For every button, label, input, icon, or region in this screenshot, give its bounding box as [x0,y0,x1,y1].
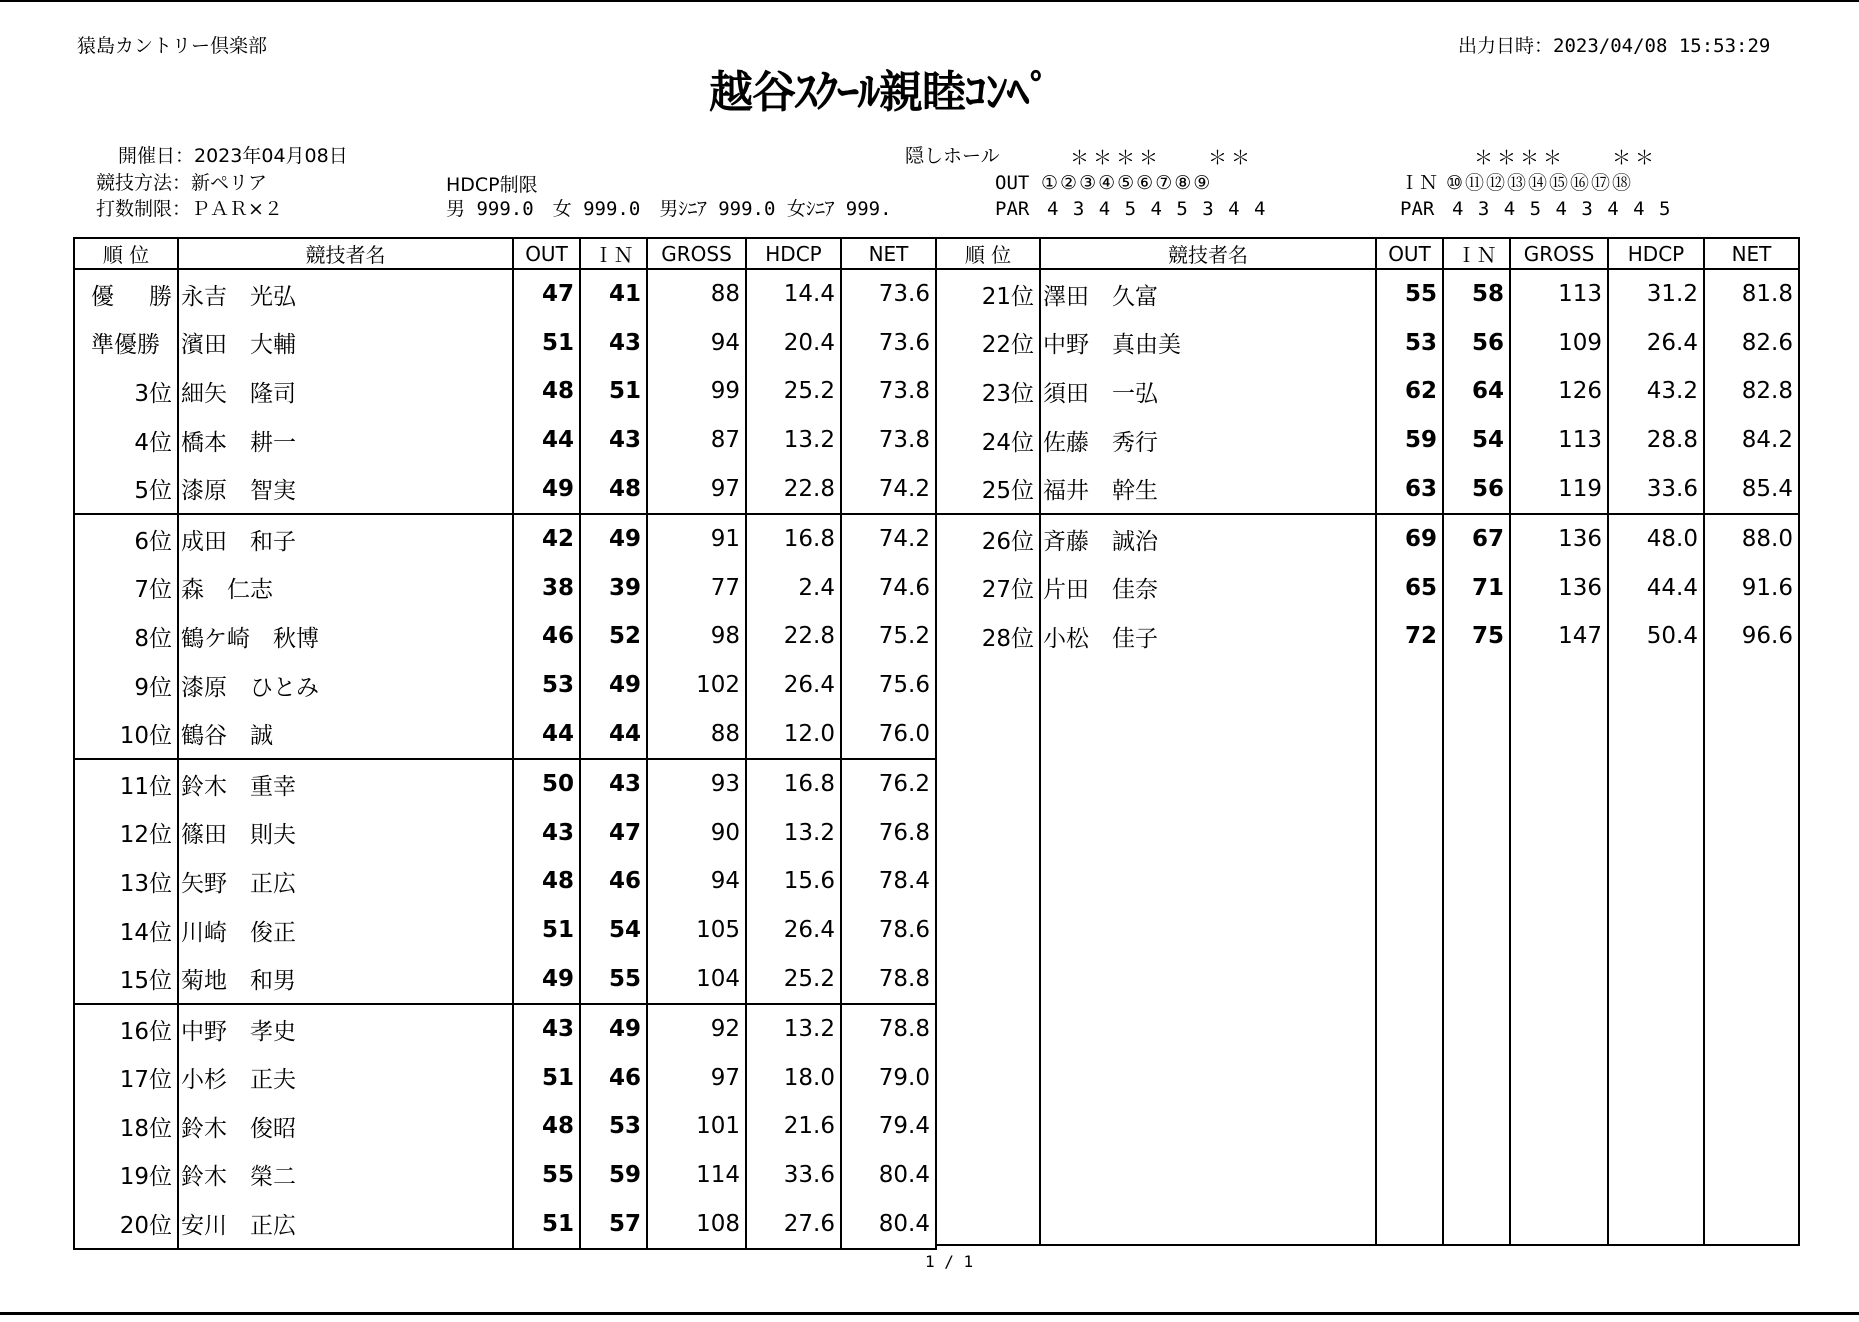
cell-hdcp: 16.8 [746,514,841,564]
cell-hdcp: 21.6 [746,1102,841,1151]
cell-in: 59 [580,1151,647,1200]
cell-out: 50 [513,759,580,809]
output-datetime-label [1458,31,1770,58]
cell-name: 福井 幹生 [1040,464,1376,514]
table-row [74,319,936,368]
cell-out: 49 [513,954,580,1004]
col-name-header: 競技者名 [1040,238,1376,269]
cell-in: 53 [580,1102,647,1151]
cell-rank: 10位 [74,709,178,759]
cell-net: 76.2 [841,759,936,809]
cell-out: 51 [513,1054,580,1103]
cell-name: 川崎 俊正 [178,906,513,955]
cell-in: 47 [580,809,647,858]
cell-rank: 20位 [74,1199,178,1249]
cell-hdcp: 13.2 [746,1004,841,1054]
cell-gross: 102 [647,661,746,710]
hidden-holes-label: 隠しホール [905,145,1000,167]
cell-gross: 88 [647,709,746,759]
cell-in: 43 [580,416,647,465]
cell-hdcp: 22.8 [746,464,841,514]
cell-hdcp: 13.2 [746,416,841,465]
cell-out: 62 [1376,367,1443,416]
cell-rank: 17位 [74,1054,178,1103]
cell-rank: 優 勝 [74,269,178,319]
cell-net: 73.8 [841,367,936,416]
cell-name: 細矢 隆司 [178,367,513,416]
results-table-left [73,237,937,1250]
cell-rank: 26位 [936,514,1040,564]
cell-rank: 5位 [74,464,178,514]
cell-gross: 101 [647,1102,746,1151]
cell-in: 54 [1443,416,1510,465]
cell-hdcp: 25.2 [746,367,841,416]
cell-net: 78.8 [841,1004,936,1054]
club-name: 猿島カントリー倶楽部 [77,35,268,57]
col-gross-header: GROSS [647,238,746,269]
table-row [74,1102,936,1151]
cell-net: 73.6 [841,319,936,368]
cell-gross: 99 [647,367,746,416]
cell-hdcp: 48.0 [1608,514,1704,564]
table-row [74,564,936,613]
cell-in: 56 [1443,319,1510,368]
cell-in: 46 [580,857,647,906]
cell-rank: 27位 [936,564,1040,613]
cell-in: 44 [580,709,647,759]
cell-name: 佐藤 秀行 [1040,416,1376,465]
cell-in: 46 [580,1054,647,1103]
empty-cell [1443,661,1510,1245]
table-row [936,269,1799,319]
cell-name: 篠田 則夫 [178,809,513,858]
cell-hdcp: 28.8 [1608,416,1704,465]
out-par-values: 4 3 4 5 4 5 3 4 4 [1047,198,1266,220]
cell-hdcp: 31.2 [1608,269,1704,319]
table-row [936,464,1799,514]
page-title: 越谷ｽｸｰﾙ親睦ｺﾝﾍﾟ [709,67,1050,118]
cell-rank: 16位 [74,1004,178,1054]
cell-gross: 109 [1510,319,1608,368]
cell-hdcp: 44.4 [1608,564,1704,613]
cell-out: 46 [513,612,580,661]
output-datetime: 2023/04/08 15:53:29 [1553,35,1771,57]
table-row [74,906,936,955]
empty-filler-row [936,661,1799,1245]
cell-hdcp: 14.4 [746,269,841,319]
cell-hdcp: 25.2 [746,954,841,1004]
table-row [936,564,1799,613]
cell-out: 63 [1376,464,1443,514]
results-table-right [935,237,1800,1246]
cell-in: 48 [580,464,647,514]
cell-rank: 21位 [936,269,1040,319]
cell-hdcp: 26.4 [1608,319,1704,368]
empty-cell [1608,661,1704,1245]
table-header-row [74,238,936,269]
cell-name: 鈴木 俊昭 [178,1102,513,1151]
cell-net: 79.4 [841,1102,936,1151]
cell-out: 48 [513,367,580,416]
cell-out: 44 [513,709,580,759]
cell-name: 漆原 智実 [178,464,513,514]
cell-gross: 88 [647,269,746,319]
out-label: OUT [995,172,1030,194]
in-par-values: 4 3 4 5 4 3 4 4 5 [1452,198,1671,220]
cell-rank: 7位 [74,564,178,613]
cell-out: 51 [513,319,580,368]
cell-net: 78.6 [841,906,936,955]
cell-gross: 90 [647,809,746,858]
cell-gross: 126 [1510,367,1608,416]
cell-in: 43 [580,319,647,368]
cell-net: 84.2 [1704,416,1799,465]
col-out-header: OUT [1376,238,1443,269]
cell-net: 91.6 [1704,564,1799,613]
cell-gross: 91 [647,514,746,564]
cell-hdcp: 50.4 [1608,612,1704,661]
cell-name: 斉藤 誠治 [1040,514,1376,564]
cell-gross: 119 [1510,464,1608,514]
cell-hdcp: 26.4 [746,661,841,710]
cell-hdcp: 27.6 [746,1199,841,1249]
cell-hdcp: 18.0 [746,1054,841,1103]
cell-name: 片田 佳奈 [1040,564,1376,613]
cell-name: 菊地 和男 [178,954,513,1004]
cell-hdcp: 16.8 [746,759,841,809]
cell-out: 44 [513,416,580,465]
cell-rank: 25位 [936,464,1040,514]
cell-net: 96.6 [1704,612,1799,661]
table-row [74,857,936,906]
cell-name: 安川 正広 [178,1199,513,1249]
cell-net: 74.6 [841,564,936,613]
cell-name: 橋本 耕一 [178,416,513,465]
cell-net: 78.4 [841,857,936,906]
cell-gross: 77 [647,564,746,613]
cell-net: 74.2 [841,464,936,514]
cell-rank: 18位 [74,1102,178,1151]
cell-out: 48 [513,1102,580,1151]
cell-in: 71 [1443,564,1510,613]
cell-out: 43 [513,809,580,858]
cell-name: 森 仁志 [178,564,513,613]
cell-net: 76.8 [841,809,936,858]
cell-gross: 104 [647,954,746,1004]
col-name-header: 競技者名 [178,238,513,269]
table-row [74,464,936,514]
cell-rank: 14位 [74,906,178,955]
hdcp-limit-values: 男 999.0 女 999.0 男ｼﾆｱ 999.0 女ｼﾆｱ 999. [446,198,892,220]
cell-net: 73.8 [841,416,936,465]
event-date: 開催日：2023年04月08日 [118,145,348,167]
empty-cell [1510,661,1608,1245]
cell-net: 82.8 [1704,367,1799,416]
cell-name: 永吉 光弘 [178,269,513,319]
table-row [74,416,936,465]
page-number: 1 / 1 [925,1252,974,1271]
cell-gross: 98 [647,612,746,661]
page-bottom-border [0,1312,1859,1315]
cell-hdcp: 15.6 [746,857,841,906]
cell-out: 65 [1376,564,1443,613]
cell-out: 51 [513,906,580,955]
cell-net: 75.2 [841,612,936,661]
cell-gross: 87 [647,416,746,465]
cell-gross: 136 [1510,514,1608,564]
empty-cell [936,661,1040,1245]
in-label: ＩＮ [1400,172,1439,194]
cell-hdcp: 13.2 [746,809,841,858]
cell-rank: 8位 [74,612,178,661]
cell-rank: 9位 [74,661,178,710]
cell-name: 鈴木 榮二 [178,1151,513,1200]
cell-gross: 94 [647,857,746,906]
out-hidden-marks: ＊＊＊＊ ＊＊ [1070,147,1255,169]
stroke-limit: 打数制限：ＰＡＲ×２ [96,198,283,220]
cell-out: 49 [513,464,580,514]
empty-cell [1376,661,1443,1245]
output-label: 出力日時： [1458,35,1554,57]
cell-in: 49 [580,514,647,564]
cell-hdcp: 33.6 [1608,464,1704,514]
col-net-header: NET [841,238,936,269]
cell-out: 43 [513,1004,580,1054]
cell-in: 41 [580,269,647,319]
competition-method: 競技方法：新ペリア [96,172,268,194]
cell-name: 中野 孝史 [178,1004,513,1054]
col-in-header: ＩＮ [1443,238,1510,269]
cell-gross: 94 [647,319,746,368]
cell-name: 漆原 ひとみ [178,661,513,710]
cell-name: 鈴木 重幸 [178,759,513,809]
cell-gross: 114 [647,1151,746,1200]
table-row [74,1199,936,1249]
cell-gross: 92 [647,1004,746,1054]
table-row [74,661,936,710]
cell-net: 76.0 [841,709,936,759]
out-hole-numbers: ①②③④⑤⑥⑦⑧⑨ [1041,172,1213,194]
cell-out: 59 [1376,416,1443,465]
cell-gross: 105 [647,906,746,955]
cell-out: 69 [1376,514,1443,564]
table-row [936,416,1799,465]
cell-in: 43 [580,759,647,809]
cell-rank: 28位 [936,612,1040,661]
cell-name: 矢野 正広 [178,857,513,906]
cell-out: 47 [513,269,580,319]
cell-net: 74.2 [841,514,936,564]
table-row [74,954,936,1004]
cell-net: 80.4 [841,1199,936,1249]
col-hdcp-header: HDCP [746,238,841,269]
cell-out: 55 [1376,269,1443,319]
cell-in: 51 [580,367,647,416]
cell-hdcp: 33.6 [746,1151,841,1200]
table-row [74,709,936,759]
cell-net: 80.4 [841,1151,936,1200]
col-in-header: ＩＮ [580,238,647,269]
cell-net: 78.8 [841,954,936,1004]
in-par-label: PAR [1400,198,1435,220]
cell-in: 67 [1443,514,1510,564]
table-header-row [936,238,1799,269]
cell-in: 52 [580,612,647,661]
cell-gross: 97 [647,1054,746,1103]
cell-gross: 108 [647,1199,746,1249]
cell-rank: 準優勝 [74,319,178,368]
cell-net: 85.4 [1704,464,1799,514]
cell-hdcp: 20.4 [746,319,841,368]
cell-name: 濱田 大輔 [178,319,513,368]
col-out-header: OUT [513,238,580,269]
empty-cell [1040,661,1376,1245]
cell-name: 須田 一弘 [1040,367,1376,416]
table-row [74,759,936,809]
cell-hdcp: 2.4 [746,564,841,613]
cell-out: 51 [513,1199,580,1249]
cell-in: 49 [580,661,647,710]
cell-out: 42 [513,514,580,564]
cell-net: 81.8 [1704,269,1799,319]
cell-in: 54 [580,906,647,955]
cell-in: 57 [580,1199,647,1249]
col-rank-header: 順 位 [74,238,178,269]
cell-gross: 97 [647,464,746,514]
cell-name: 成田 和子 [178,514,513,564]
col-rank-header: 順 位 [936,238,1040,269]
cell-rank: 22位 [936,319,1040,368]
cell-name: 小杉 正夫 [178,1054,513,1103]
cell-out: 53 [513,661,580,710]
cell-net: 75.6 [841,661,936,710]
cell-rank: 15位 [74,954,178,1004]
hdcp-limit-title: HDCP制限 [446,174,538,196]
cell-rank: 24位 [936,416,1040,465]
cell-name: 澤田 久富 [1040,269,1376,319]
cell-rank: 3位 [74,367,178,416]
cell-net: 73.6 [841,269,936,319]
cell-net: 79.0 [841,1054,936,1103]
cell-in: 39 [580,564,647,613]
cell-hdcp: 43.2 [1608,367,1704,416]
cell-in: 56 [1443,464,1510,514]
table-row [74,367,936,416]
cell-gross: 113 [1510,416,1608,465]
col-hdcp-header: HDCP [1608,238,1704,269]
table-row [936,612,1799,661]
cell-out: 48 [513,857,580,906]
table-row [936,319,1799,368]
cell-gross: 136 [1510,564,1608,613]
cell-out: 72 [1376,612,1443,661]
cell-in: 75 [1443,612,1510,661]
cell-rank: 19位 [74,1151,178,1200]
table-row [74,1004,936,1054]
cell-net: 82.6 [1704,319,1799,368]
cell-gross: 113 [1510,269,1608,319]
cell-rank: 6位 [74,514,178,564]
cell-rank: 4位 [74,416,178,465]
cell-name: 中野 真由美 [1040,319,1376,368]
table-row [74,269,936,319]
col-net-header: NET [1704,238,1799,269]
empty-cell [1704,661,1799,1245]
table-row [74,809,936,858]
cell-out: 55 [513,1151,580,1200]
cell-gross: 147 [1510,612,1608,661]
out-par-label: PAR [995,198,1030,220]
cell-in: 55 [580,954,647,1004]
table-row [74,1054,936,1103]
in-hidden-marks: ＊＊＊＊ ＊＊ [1474,147,1659,169]
in-hole-numbers: ⑩⑪⑫⑬⑭⑮⑯⑰⑱ [1446,172,1634,194]
table-row [936,367,1799,416]
cell-in: 58 [1443,269,1510,319]
col-gross-header: GROSS [1510,238,1608,269]
page-top-border [0,0,1859,2]
cell-hdcp: 26.4 [746,906,841,955]
cell-out: 53 [1376,319,1443,368]
cell-rank: 11位 [74,759,178,809]
cell-name: 鶴ケ崎 秋博 [178,612,513,661]
table-row [74,1151,936,1200]
table-row [936,514,1799,564]
cell-in: 49 [580,1004,647,1054]
table-row [74,514,936,564]
table-row [74,612,936,661]
cell-out: 38 [513,564,580,613]
cell-hdcp: 22.8 [746,612,841,661]
cell-name: 鶴谷 誠 [178,709,513,759]
cell-name: 小松 佳子 [1040,612,1376,661]
cell-rank: 12位 [74,809,178,858]
cell-net: 88.0 [1704,514,1799,564]
cell-in: 64 [1443,367,1510,416]
cell-hdcp: 12.0 [746,709,841,759]
cell-rank: 23位 [936,367,1040,416]
cell-rank: 13位 [74,857,178,906]
cell-gross: 93 [647,759,746,809]
